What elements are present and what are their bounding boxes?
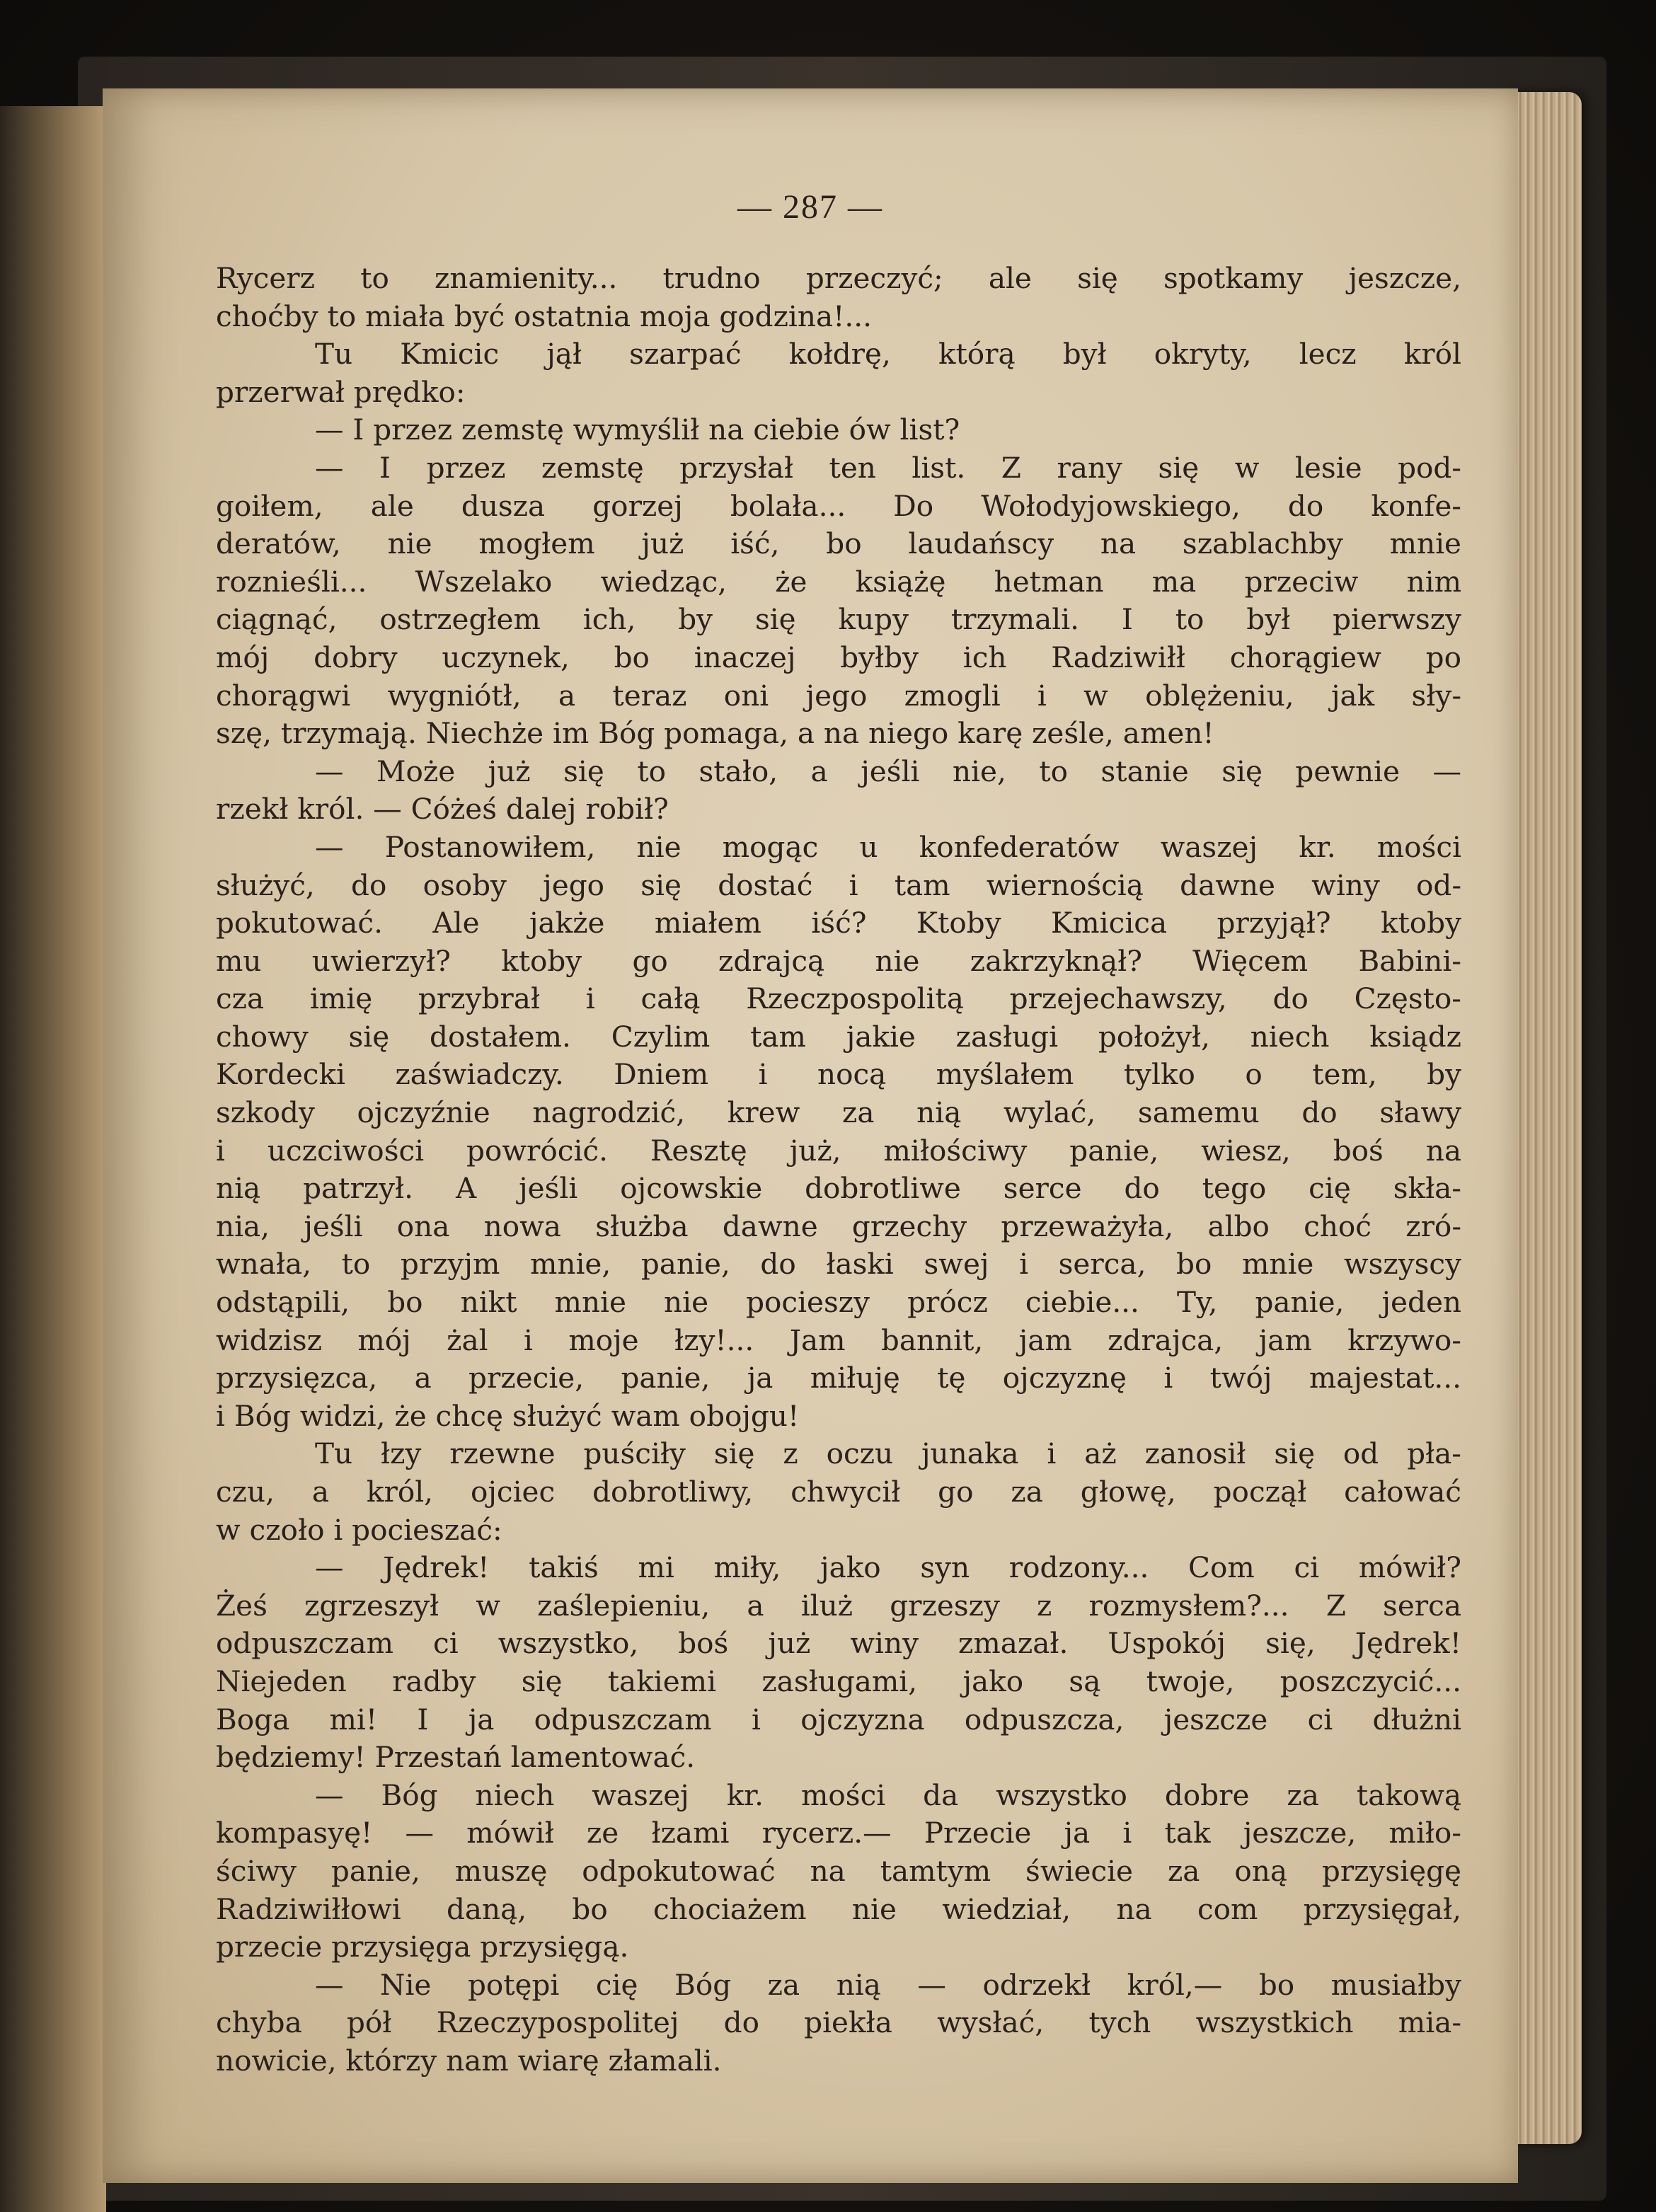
text-line: ciągnąć, ostrzegłem ich, by się kupy trzymali. I to był pierwszy bbox=[216, 602, 1461, 637]
text-line: chowy się dostałem. Czylim tam jakie zasługi położył, niech ksiądz bbox=[216, 1019, 1461, 1054]
text-line: — Jędrek! takiś mi miły, jako syn rodzony... Com ci mówił? bbox=[315, 1550, 1461, 1585]
text-line: wnała, to przyjm mnie, panie, do łaski swej i serca, bo mnie wszyscy bbox=[216, 1247, 1461, 1281]
text-line: choćby to miała być ostatnia moja godzina!... bbox=[216, 299, 872, 333]
text-line: Kordecki zaświadczy. Dniem i nocą myślałem tylko o tem, by bbox=[216, 1057, 1461, 1092]
text-line: przysięzca, a przecie, panie, ja miłuję tę ojczyznę i twój majestat... bbox=[216, 1361, 1461, 1395]
text-line: Niejeden radby się takiemi zasługami, jako są twoje, poszczycić... bbox=[216, 1664, 1461, 1698]
text-line: Rycerz to znamienity... trudno przeczyć; ale się spotkamy jeszcze, bbox=[216, 261, 1461, 295]
text-line: czu, a król, ojciec dobrotliwy, chwycił go za głowę, począł całować bbox=[216, 1475, 1461, 1509]
text-line: mu uwierzył? ktoby go zdrajcą nie zakrzyknął? Więcem Babini- bbox=[216, 943, 1461, 978]
page-stack-edge bbox=[1507, 92, 1582, 2144]
body-text bbox=[216, 260, 1461, 2080]
text-line: odpuszczam ci wszystko, boś już winy zmazał. Uspokój się, Jędrek! bbox=[216, 1626, 1461, 1661]
text-line: — Bóg niech waszej kr. mości da wszystko dobre za takową bbox=[315, 1778, 1461, 1812]
text-line: nia, jeśli ona nowa służba dawne grzechy przeważyła, albo choć zró- bbox=[216, 1209, 1461, 1243]
text-line: Radziwiłłowi daną, bo chociażem nie wiedział, na com przysięgał, bbox=[216, 1891, 1461, 1926]
text-line: będziemy! Przestań lamentować. bbox=[216, 1740, 696, 1775]
text-line: Żeś zgrzeszył w zaślepieniu, a iluż grzeszy z rozmysłem?... Z serca bbox=[216, 1588, 1461, 1623]
text-line: mój dobry uczynek, bo inaczej byłby ich Radziwiłł chorągiew po bbox=[216, 640, 1461, 674]
text-line: — I przez zemstę wymyślił na ciebie ów list? bbox=[315, 413, 960, 447]
text-line: szę, trzymają. Niechże im Bóg pomaga, a na niego karę ześle, amen! bbox=[216, 716, 1214, 751]
text-line: — Może już się to stało, a jeśli nie, to stanie się pewnie — bbox=[315, 754, 1461, 788]
text-line: w czoło i pocieszać: bbox=[216, 1512, 502, 1547]
text-line: przecie przysięga przysięgą. bbox=[216, 1930, 629, 1964]
text-line: goiłem, ale dusza gorzej bolała... Do Wołodyjowskiego, do konfe- bbox=[216, 488, 1461, 523]
text-line: — I przez zemstę przysłał ten list. Z rany się w lesie pod- bbox=[315, 450, 1461, 485]
left-page-edge bbox=[0, 106, 106, 2212]
text-line: i Bóg widzi, że chcę służyć wam obojgu! bbox=[216, 1398, 800, 1433]
text-line: i uczciwości powrócić. Resztę już, miłościwy panie, wiesz, boś na bbox=[216, 1133, 1461, 1168]
text-line: chorągwi wygniótł, a teraz oni jego zmogli i w oblężeniu, jak sły- bbox=[216, 678, 1461, 713]
text-line: Boga mi! I ja odpuszczam i ojczyzna odpuszcza, jeszcze ci dłużni bbox=[216, 1702, 1461, 1736]
book-page bbox=[103, 88, 1518, 2183]
text-line: kompasyę! — mówił ze łzami rycerz.— Przecie ja i tak jeszcze, miło- bbox=[216, 1816, 1461, 1850]
page-number: — 287 — bbox=[737, 188, 883, 226]
text-line: — Postanowiłem, nie mogąc u konfederatów waszej kr. mości bbox=[315, 829, 1461, 864]
text-line: pokutować. Ale jakże miałem iść? Ktoby Kmicica przyjął? ktoby bbox=[216, 906, 1461, 940]
text-line: przerwał prędko: bbox=[216, 374, 466, 409]
text-line: Tu łzy rzewne puściły się z oczu junaka i aż zanosił się od pła- bbox=[315, 1436, 1461, 1471]
text-line: widzisz mój żal i moje łzy!... Jam bannit, jam zdrajca, jam krzywo- bbox=[216, 1323, 1461, 1357]
text-line: nowicie, którzy nam wiarę złamali. bbox=[216, 2043, 722, 2078]
text-line: Tu Kmicic jął szarpać kołdrę, którą był okryty, lecz król bbox=[315, 337, 1461, 371]
text-line: służyć, do osoby jego się dostać i tam wiernością dawne winy od- bbox=[216, 868, 1461, 902]
text-line: odstąpili, bo nikt mnie nie pocieszy prócz ciebie... Ty, panie, jeden bbox=[216, 1285, 1461, 1320]
text-line: cza imię przybrał i całą Rzeczpospolitą przejechawszy, do Często- bbox=[216, 981, 1461, 1016]
text-line: ściwy panie, muszę odpokutować na tamtym świecie za oną przysięgę bbox=[216, 1853, 1461, 1888]
text-line: — Nie potępi cię Bóg za nią — odrzekł król,— bo musiałby bbox=[315, 1967, 1461, 2002]
text-line: szkody ojczyźnie nagrodzić, krew za nią wylać, samemu do sławy bbox=[216, 1095, 1461, 1130]
text-line: rzekł król. — Cóżeś dalej robił? bbox=[216, 792, 669, 826]
text-line: deratów, nie mogłem już iść, bo laudańscy na szablachby mnie bbox=[216, 526, 1461, 561]
text-line: chyba pół Rzeczypospolitej do piekła wysłać, tych wszystkich mia- bbox=[216, 2005, 1461, 2040]
text-line: nią patrzył. A jeśli ojcowskie dobrotliwe serce do tego cię skła- bbox=[216, 1171, 1461, 1206]
text-line: roznieśli... Wszelako wiedząc, że książę hetman ma przeciw nim bbox=[216, 564, 1461, 599]
